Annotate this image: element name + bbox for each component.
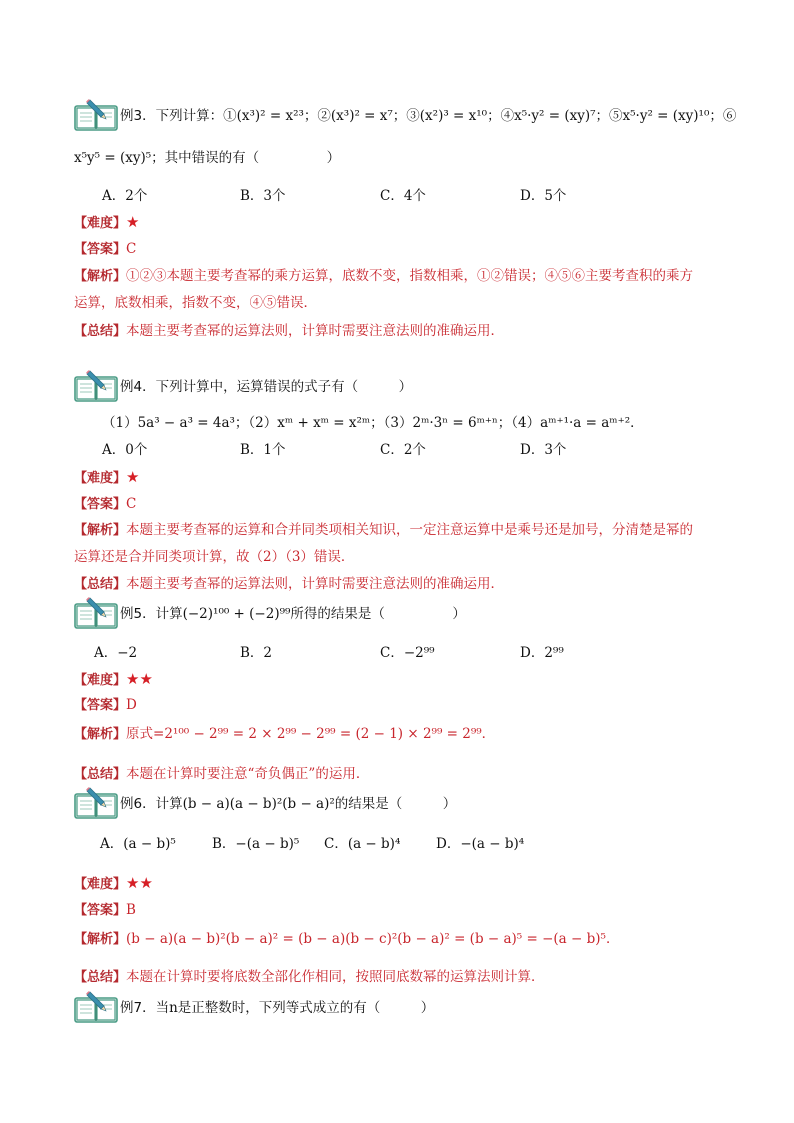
option-b: B．3个 <box>240 188 286 204</box>
example-5-difficulty <box>74 669 153 691</box>
option-c: C．4个 <box>380 188 426 204</box>
book-pencil-icon <box>74 369 118 403</box>
analysis-label: 【解析】 <box>74 269 127 284</box>
option-b: B．2 <box>240 645 273 661</box>
option-c: C．−2⁹⁹ <box>380 645 435 661</box>
summary-text: 本题主要考查幂的运算法则，计算时需要注意法则的准确运用． <box>126 576 505 592</box>
answer-value: C <box>126 496 137 512</box>
example-3-question-line2: x⁵y⁵ = (xy)⁵；其中错误的有（ ） <box>74 150 341 166</box>
option-d: D．5个 <box>520 188 567 204</box>
example-4-analysis-line2: 运算还是合并同类项计算，故（2）（3）错误． <box>74 549 355 565</box>
example-4-items: （1）5a³ − a³ = 4a³；（2）xᵐ + xᵐ = x²ᵐ；（3）2ᵐ·3ⁿ = 6ᵐ⁺ⁿ；（4）aᵐ⁺¹·a = aᵐ⁺²． <box>102 415 644 431</box>
book-pencil-icon <box>74 596 118 630</box>
example-4-options <box>74 440 674 460</box>
summary-label: 【总结】 <box>74 767 127 782</box>
difficulty-label: 【难度】 <box>74 471 127 486</box>
analysis-text: 原式=2¹⁰⁰ − 2⁹⁹ = 2 × 2⁹⁹ − 2⁹⁹ = (2 − 1) × 2⁹⁹ = 2⁹⁹． <box>126 726 496 742</box>
summary-label: 【总结】 <box>74 577 127 592</box>
option-b: B．−(a − b)⁵ <box>212 836 300 852</box>
analysis-text: (b − a)(a − b)²(b − a)² = (b − a)(b − c)²(b − a)² = (b − a)⁵ = −(a − b)⁵． <box>126 931 620 947</box>
answer-value: B <box>126 902 136 918</box>
option-c: C．(a − b)⁴ <box>324 836 401 852</box>
difficulty-stars: ★★ <box>126 874 153 892</box>
example-4-analysis-line1 <box>74 520 693 541</box>
book-pencil-icon <box>74 990 118 1024</box>
example-4-difficulty <box>74 467 139 489</box>
answer-value: D <box>126 697 137 713</box>
example-5-answer <box>74 695 137 716</box>
example-3-summary <box>74 321 504 342</box>
example-6-options <box>74 834 674 854</box>
example-4-answer <box>74 494 136 515</box>
difficulty-label: 【难度】 <box>74 877 127 892</box>
answer-label: 【答案】 <box>74 903 127 918</box>
summary-text: 本题在计算时要注意“奇负偶正”的运用． <box>126 766 370 782</box>
option-d: D．3个 <box>520 442 567 458</box>
example-6-question: 计算(b − a)(a − b)²(b − a)²的结果是（ ） <box>155 796 457 812</box>
example-6-summary <box>74 967 545 988</box>
analysis-ref-3: ④⑤⑥ <box>544 268 586 284</box>
example-4-question: 下列计算中，运算错误的式子有（ ） <box>155 379 413 395</box>
book-pencil-icon <box>74 98 118 132</box>
book-pencil-icon <box>74 786 118 820</box>
example-6-difficulty <box>74 873 153 895</box>
analysis-ref-2: ①② <box>477 268 505 284</box>
answer-value: C <box>126 241 137 257</box>
example-3-difficulty <box>74 212 139 234</box>
example-3-question-line1: 下列计算：①(x³)² = x²³；②(x³)² = x⁷；③(x²)³ = x¹⁰；④x⁵·y² = (xy)⁷；⑤x⁵·y² = (xy)¹⁰；⑥ <box>155 108 737 124</box>
example-5-analysis <box>74 724 495 745</box>
difficulty-stars: ★★ <box>126 670 153 688</box>
analysis-ref-1: ①②③ <box>126 268 167 284</box>
example-6-answer <box>74 900 136 921</box>
option-a: A．−2 <box>94 645 138 661</box>
answer-label: 【答案】 <box>74 698 127 713</box>
analysis-text-3: 主要考查积的乘方 <box>585 268 694 284</box>
answer-label: 【答案】 <box>74 497 127 512</box>
option-c: C．2个 <box>380 442 426 458</box>
analysis-label: 【解析】 <box>74 932 127 947</box>
option-a: A．(a − b)⁵ <box>100 836 176 852</box>
summary-text: 本题在计算时要将底数全部化作相同，按照同底数幂的运算法则计算． <box>126 969 545 985</box>
example-7-label: 例7． <box>120 1000 156 1016</box>
analysis-text-1: 本题主要考查幂的乘方运算，底数不变，指数相乘， <box>166 268 478 284</box>
difficulty-stars: ★ <box>126 468 140 486</box>
example-4-label: 例4． <box>120 379 156 395</box>
example-3-analysis-line1 <box>74 266 693 287</box>
example-5-label: 例5． <box>120 606 156 622</box>
option-a: A．2个 <box>102 188 148 204</box>
example-4-summary <box>74 574 504 595</box>
example-7-question: 当n是正整数时，下列等式成立的有（ ） <box>155 1000 435 1016</box>
difficulty-label: 【难度】 <box>74 216 127 231</box>
difficulty-label: 【难度】 <box>74 673 127 688</box>
difficulty-stars: ★ <box>126 213 140 231</box>
option-b: B．1个 <box>240 442 286 458</box>
example-3-label: 例3． <box>120 108 156 124</box>
analysis-text-2: 错误； <box>504 268 545 284</box>
example-5-summary <box>74 764 369 785</box>
example-3-analysis-line2: 运算，底数相乘，指数不变，④⑤错误． <box>74 295 317 311</box>
example-5-question: 计算(−2)¹⁰⁰ + (−2)⁹⁹所得的结果是（ ） <box>155 606 466 622</box>
option-d: D．2⁹⁹ <box>520 645 564 661</box>
summary-label: 【总结】 <box>74 970 127 985</box>
analysis-label: 【解析】 <box>74 523 127 538</box>
answer-label: 【答案】 <box>74 242 127 257</box>
example-6-analysis <box>74 929 619 950</box>
analysis-text: 本题主要考查幂的运算和合并同类项相关知识，一定注意运算中是乘号还是加号，分清楚是幂的 <box>126 522 694 538</box>
summary-label: 【总结】 <box>74 324 127 339</box>
example-6-label: 例6． <box>120 796 156 812</box>
example-3-answer <box>74 239 136 260</box>
analysis-label: 【解析】 <box>74 727 127 742</box>
example-3-options <box>74 186 674 206</box>
option-d: D．−(a − b)⁴ <box>436 836 525 852</box>
example-5-options <box>74 643 674 663</box>
option-a: A．0个 <box>102 442 148 458</box>
summary-text: 本题主要考查幂的运算法则，计算时需要注意法则的准确运用． <box>126 323 505 339</box>
